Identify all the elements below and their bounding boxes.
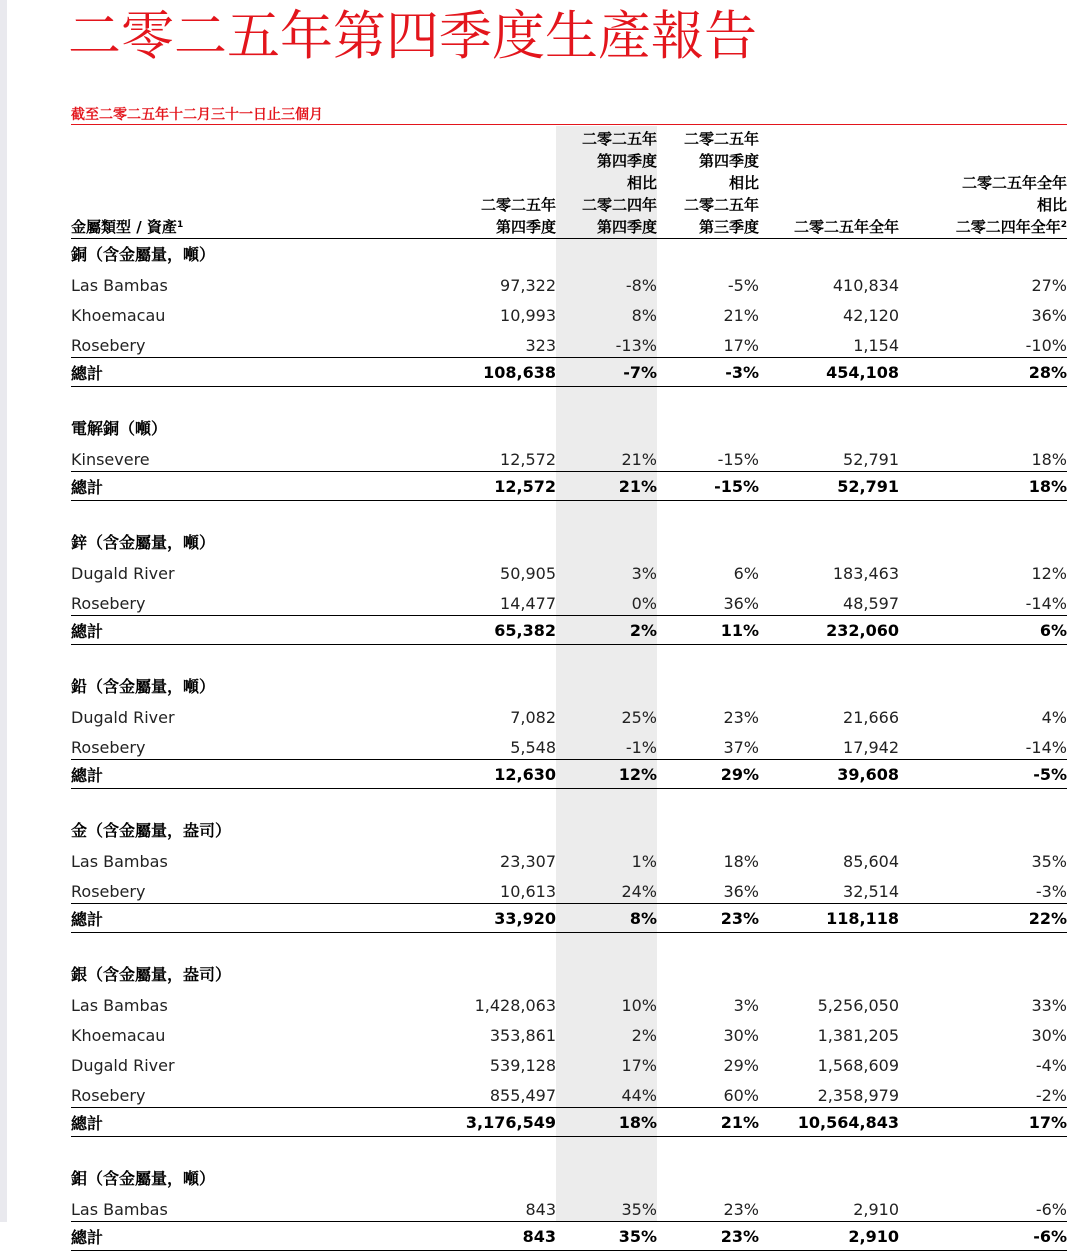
total-row <box>71 904 1067 933</box>
yoy-change-cell: -1% <box>556 729 657 760</box>
total-qoq-change-cell: -3% <box>657 358 759 387</box>
header-line: 二零二五年 <box>480 196 556 214</box>
total-label-cell: 總計 <box>71 616 456 645</box>
header-line: 相比 <box>728 174 759 192</box>
header-line: 第三季度 <box>698 218 759 236</box>
yoy-change-cell: 10% <box>621 996 657 1015</box>
header-line: 二零二五年 <box>683 130 759 148</box>
qoq-change-cell: 30% <box>723 1026 759 1045</box>
total-label-cell: 總計 <box>71 1108 456 1137</box>
total-yoy-change-cell: 12% <box>556 760 657 789</box>
total-row <box>71 472 1067 501</box>
total-qoq-change-cell: 21% <box>657 1108 759 1137</box>
yoy-change-cell: 24% <box>556 873 657 904</box>
fy-2025-cell: 21,666 <box>843 708 899 727</box>
fy-2025-cell: 1,154 <box>759 327 899 358</box>
qoq-change-cell: -15% <box>657 441 759 472</box>
left-scroll-gutter <box>0 0 7 1222</box>
qoq-change-cell: 23% <box>723 708 759 727</box>
fy-2025-cell: 52,791 <box>759 441 899 472</box>
q4-2025-cell: 23,307 <box>500 852 556 871</box>
total-fy-change-cell: 6% <box>899 616 1067 645</box>
section-title: 銀（含金屬量，盎司） <box>71 964 232 984</box>
total-qoq-change-cell: 23% <box>657 904 759 933</box>
qoq-change-cell: 29% <box>723 1056 759 1075</box>
total-qoq-change-cell: 11% <box>657 616 759 645</box>
table-row <box>71 585 1067 616</box>
total-yoy-change-cell: 2% <box>556 616 657 645</box>
asset-name-cell: Dugald River <box>71 564 175 583</box>
table-body <box>71 239 1067 1251</box>
section-header-row <box>71 387 1067 442</box>
q4-2025-cell: 353,861 <box>489 1026 556 1045</box>
table-row <box>71 267 1067 297</box>
total-q4-2025-cell: 65,382 <box>456 616 556 645</box>
q4-2025-cell: 12,572 <box>456 441 556 472</box>
section-title: 電解銅（噸） <box>71 418 168 438</box>
report-subtitle: 截至二零二五年十二月三十一日止三個月 <box>71 107 323 123</box>
total-fy-change-cell: 28% <box>899 358 1067 387</box>
q4-2025-cell: 10,613 <box>456 873 556 904</box>
qoq-change-cell: 23% <box>657 1191 759 1222</box>
fy-change-cell: -4% <box>1035 1056 1067 1075</box>
header-line: 第四季度 <box>698 152 759 170</box>
section-title: 鉬（含金屬量，噸） <box>71 1168 216 1188</box>
fy-change-cell: 4% <box>1041 708 1067 727</box>
total-fy-2025-cell: 118,118 <box>759 904 899 933</box>
total-yoy-change-cell: -7% <box>556 358 657 387</box>
table-row <box>71 843 1067 873</box>
footnote-marker: 1 <box>176 220 184 230</box>
total-fy-change-cell: -5% <box>899 760 1067 789</box>
total-fy-2025-cell: 52,791 <box>759 472 899 501</box>
fy-2025-cell: 2,910 <box>759 1191 899 1222</box>
header-line: 第四季度 <box>495 218 556 236</box>
yoy-change-cell: 3% <box>631 564 657 583</box>
fy-change-cell: -10% <box>899 327 1067 358</box>
subtitle-rule <box>71 124 1067 125</box>
q4-2025-cell: 50,905 <box>500 564 556 583</box>
total-label-cell: 總計 <box>71 358 456 387</box>
table-row <box>71 1017 1067 1047</box>
fy-2025-cell: 48,597 <box>759 585 899 616</box>
asset-name-cell: Dugald River <box>71 708 175 727</box>
yoy-change-cell: 2% <box>631 1026 657 1045</box>
qoq-change-cell: 6% <box>733 564 759 583</box>
table-row <box>71 441 1067 472</box>
table-row <box>71 987 1067 1017</box>
fy-change-cell: 33% <box>1031 996 1067 1015</box>
asset-name-cell: Dugald River <box>71 1056 175 1075</box>
qoq-change-cell: 36% <box>657 873 759 904</box>
yoy-change-cell: 25% <box>621 708 657 727</box>
total-fy-2025-cell: 232,060 <box>759 616 899 645</box>
report-title: 二零二五年第四季度生產報告 <box>68 6 757 67</box>
asset-name-cell: Las Bambas <box>71 1191 456 1222</box>
table-row <box>71 1191 1067 1222</box>
section-title: 鉛（含金屬量，噸） <box>71 676 216 696</box>
qoq-change-cell: 21% <box>723 306 759 325</box>
q4-2025-cell: 855,497 <box>456 1077 556 1108</box>
fy-2025-cell: 5,256,050 <box>817 996 899 1015</box>
header-q4-2025 <box>456 126 556 239</box>
yoy-change-cell: -13% <box>556 327 657 358</box>
fy-2025-cell: 85,604 <box>843 852 899 871</box>
total-fy-change-cell: 17% <box>899 1108 1067 1137</box>
total-q4-2025-cell: 12,630 <box>456 760 556 789</box>
section-header-row <box>71 1137 1067 1192</box>
section-header-row <box>71 933 1067 988</box>
asset-name-cell: Rosebery <box>71 873 456 904</box>
section-title: 金（含金屬量，盎司） <box>71 820 232 840</box>
total-q4-2025-cell: 12,572 <box>456 472 556 501</box>
fy-change-cell: -6% <box>899 1191 1067 1222</box>
total-row <box>71 1108 1067 1137</box>
header-line: 二零二四年 <box>581 196 657 214</box>
header-line: 二零二五年全年 <box>793 218 899 236</box>
total-label-cell: 總計 <box>71 904 456 933</box>
total-yoy-change-cell: 35% <box>556 1222 657 1251</box>
fy-2025-cell: 2,358,979 <box>759 1077 899 1108</box>
fy-change-cell: -2% <box>899 1077 1067 1108</box>
yoy-change-cell: 1% <box>631 852 657 871</box>
total-fy-change-cell: -6% <box>899 1222 1067 1251</box>
total-q4-2025-cell: 3,176,549 <box>456 1108 556 1137</box>
asset-name-cell: Las Bambas <box>71 996 168 1015</box>
asset-name-cell: Rosebery <box>71 729 456 760</box>
section-header-row <box>71 645 1067 700</box>
total-label-cell: 總計 <box>71 760 456 789</box>
qoq-change-cell: 3% <box>733 996 759 1015</box>
fy-2025-cell: 1,568,609 <box>817 1056 899 1075</box>
total-fy-2025-cell: 39,608 <box>759 760 899 789</box>
header-fy-vs-fy-2024 <box>899 126 1067 239</box>
fy-change-cell: -14% <box>899 585 1067 616</box>
section-title: 鋅（含金屬量，噸） <box>71 532 216 552</box>
asset-name-cell: Khoemacau <box>71 306 166 325</box>
header-row <box>71 126 1067 239</box>
yoy-change-cell: 44% <box>556 1077 657 1108</box>
fy-change-cell: 36% <box>1031 306 1067 325</box>
q4-2025-cell: 539,128 <box>489 1056 556 1075</box>
fy-change-cell: -14% <box>899 729 1067 760</box>
table-row <box>71 297 1067 327</box>
yoy-change-cell: -8% <box>625 276 657 295</box>
yoy-change-cell: 8% <box>631 306 657 325</box>
asset-name-cell: Las Bambas <box>71 276 168 295</box>
qoq-change-cell: 18% <box>723 852 759 871</box>
qoq-change-cell: 37% <box>657 729 759 760</box>
fy-2025-cell: 32,514 <box>759 873 899 904</box>
total-row <box>71 616 1067 645</box>
section-header-row <box>71 501 1067 556</box>
fy-change-cell: 12% <box>1031 564 1067 583</box>
total-row <box>71 358 1067 387</box>
header-q4-vs-q4-2024 <box>556 126 657 239</box>
total-yoy-change-cell: 8% <box>556 904 657 933</box>
fy-2025-cell: 17,942 <box>759 729 899 760</box>
qoq-change-cell: -5% <box>727 276 759 295</box>
fy-change-cell: 30% <box>1031 1026 1067 1045</box>
total-q4-2025-cell: 33,920 <box>456 904 556 933</box>
total-q4-2025-cell: 108,638 <box>456 358 556 387</box>
header-line: 二零二五年 <box>683 196 759 214</box>
fy-2025-cell: 1,381,205 <box>817 1026 899 1045</box>
total-row <box>71 1222 1067 1251</box>
q4-2025-cell: 323 <box>456 327 556 358</box>
total-qoq-change-cell: -15% <box>657 472 759 501</box>
header-line: 第四季度 <box>596 152 657 170</box>
qoq-change-cell: 17% <box>657 327 759 358</box>
q4-2025-cell: 843 <box>456 1191 556 1222</box>
total-fy-change-cell: 18% <box>899 472 1067 501</box>
asset-name-cell: Las Bambas <box>71 852 168 871</box>
qoq-change-cell: 36% <box>657 585 759 616</box>
yoy-change-cell: 17% <box>621 1056 657 1075</box>
header-metal-asset <box>71 126 456 239</box>
header-line <box>899 216 1067 238</box>
total-fy-change-cell: 22% <box>899 904 1067 933</box>
table-row <box>71 729 1067 760</box>
footnote-marker: 2 <box>1060 220 1067 230</box>
fy-2025-cell: 410,834 <box>832 276 899 295</box>
fy-2025-cell: 183,463 <box>832 564 899 583</box>
header-q4-vs-q3-2025 <box>657 126 759 239</box>
table-row <box>71 1077 1067 1108</box>
yoy-change-cell: 35% <box>556 1191 657 1222</box>
asset-name-cell: Rosebery <box>71 585 456 616</box>
yoy-change-cell: 21% <box>556 441 657 472</box>
header-fy-2025 <box>759 126 899 239</box>
q4-2025-cell: 7,082 <box>510 708 556 727</box>
q4-2025-cell: 10,993 <box>500 306 556 325</box>
total-row <box>71 760 1067 789</box>
asset-name-cell: Khoemacau <box>71 1026 166 1045</box>
fy-change-cell: 35% <box>1031 852 1067 871</box>
total-fy-2025-cell: 454,108 <box>759 358 899 387</box>
total-label-cell: 總計 <box>71 1222 456 1251</box>
fy-2025-cell: 42,120 <box>843 306 899 325</box>
total-yoy-change-cell: 18% <box>556 1108 657 1137</box>
asset-name-cell: Kinsevere <box>71 441 456 472</box>
table-row <box>71 1047 1067 1077</box>
asset-name-cell: Rosebery <box>71 327 456 358</box>
table-row <box>71 555 1067 585</box>
fy-change-cell: 27% <box>1031 276 1067 295</box>
section-header-row <box>71 239 1067 268</box>
q4-2025-cell: 1,428,063 <box>474 996 556 1015</box>
table-row <box>71 873 1067 904</box>
header-line-text: 二零二四年全年 <box>955 218 1061 236</box>
fy-change-cell: -3% <box>899 873 1067 904</box>
header-metal-asset-text: 金屬類型 / 資產 <box>71 218 177 236</box>
table-row <box>71 327 1067 358</box>
section-header-row <box>71 789 1067 844</box>
total-qoq-change-cell: 23% <box>657 1222 759 1251</box>
total-fy-2025-cell: 10,564,843 <box>759 1108 899 1137</box>
section-title: 銅（含金屬量，噸） <box>71 244 216 264</box>
q4-2025-cell: 5,548 <box>456 729 556 760</box>
qoq-change-cell: 60% <box>657 1077 759 1108</box>
header-line: 相比 <box>626 174 657 192</box>
header-line: 第四季度 <box>596 218 657 236</box>
total-qoq-change-cell: 29% <box>657 760 759 789</box>
total-yoy-change-cell: 21% <box>556 472 657 501</box>
total-fy-2025-cell: 2,910 <box>759 1222 899 1251</box>
q4-2025-cell: 14,477 <box>456 585 556 616</box>
table-row <box>71 699 1067 729</box>
header-line: 相比 <box>1036 196 1067 214</box>
production-table <box>71 126 1067 1251</box>
header-line: 二零二五年全年 <box>961 174 1067 192</box>
total-q4-2025-cell: 843 <box>456 1222 556 1251</box>
asset-name-cell: Rosebery <box>71 1077 456 1108</box>
yoy-change-cell: 0% <box>556 585 657 616</box>
q4-2025-cell: 97,322 <box>500 276 556 295</box>
total-label-cell: 總計 <box>71 472 456 501</box>
header-line: 二零二五年 <box>581 130 657 148</box>
fy-change-cell: 18% <box>899 441 1067 472</box>
